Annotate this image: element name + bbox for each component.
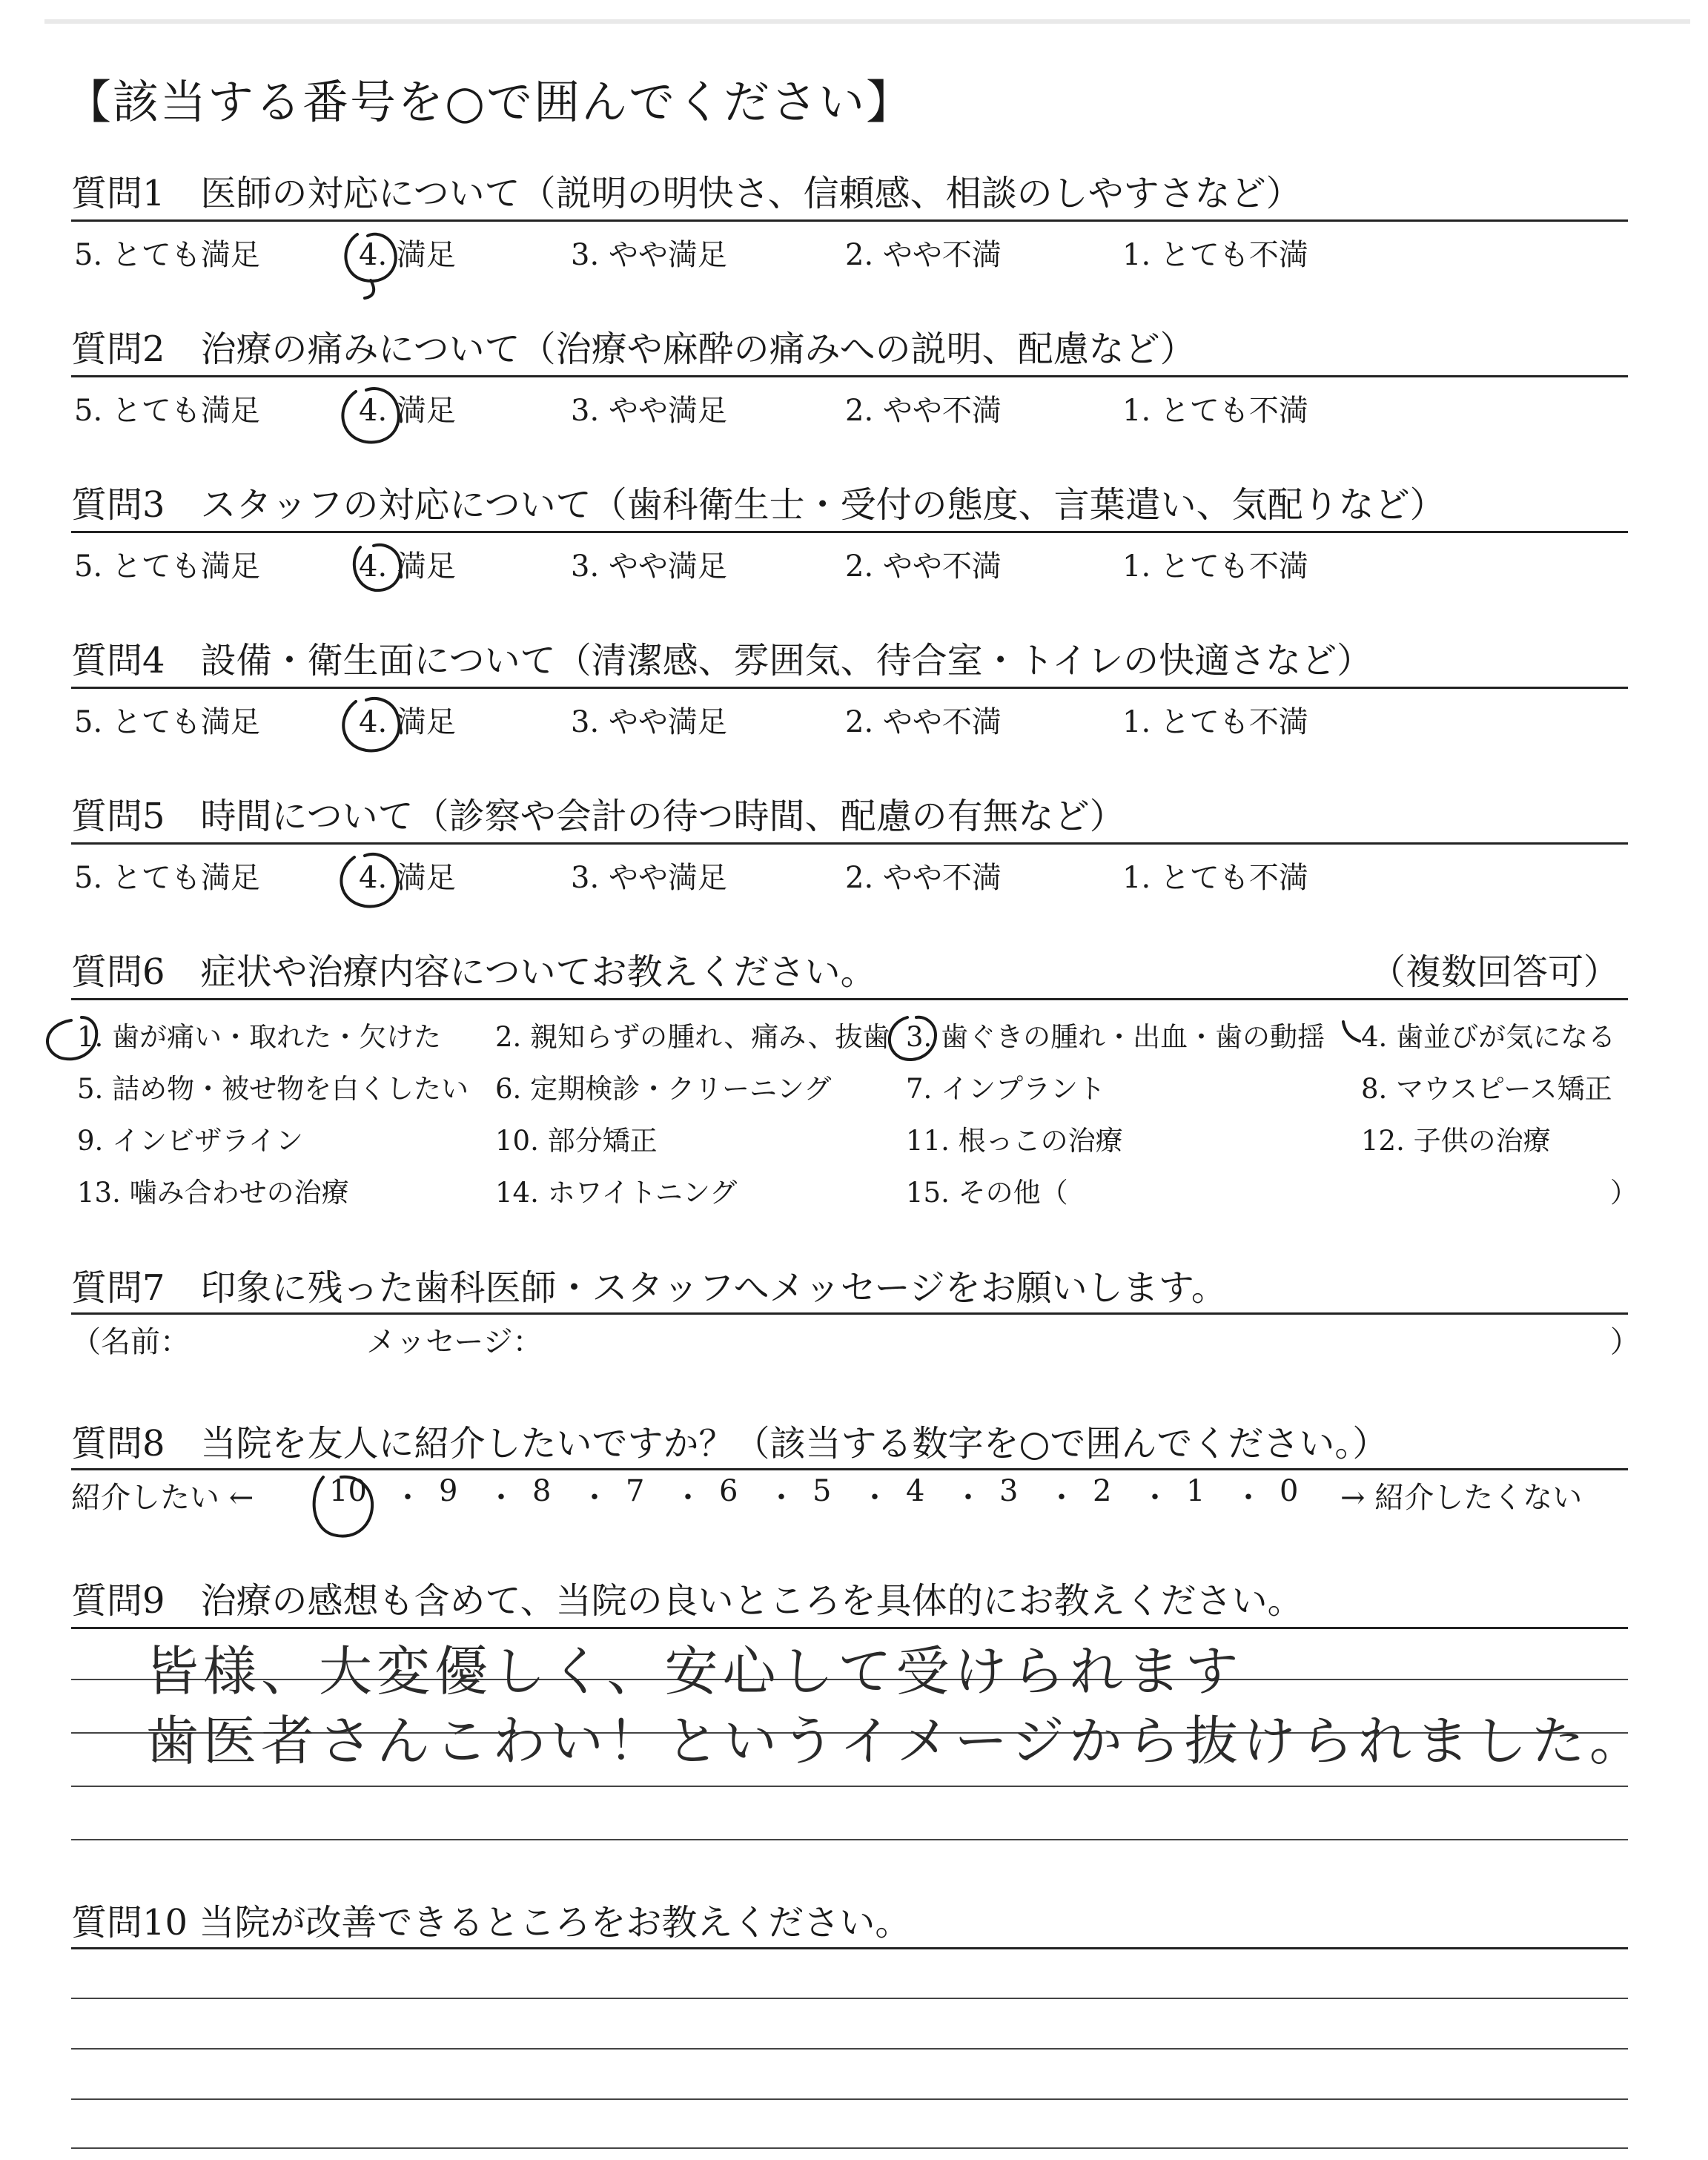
symptom-option-13[interactable]: 13. 噛み合わせの治療 [77,1177,349,1209]
symptom-option-3[interactable]: 3. 歯ぐきの腫れ・出血・歯の動揺 [906,1021,1325,1053]
rating-option-4[interactable]: 4. 満足 [359,861,456,895]
q6-option4-tick [1343,1022,1360,1041]
scale-2[interactable]: 2 [1093,1474,1112,1508]
scale-10[interactable]: 10 [329,1474,367,1508]
rating-option-2[interactable]: 2. やや不満 [845,705,1002,739]
instruction-heading: 【該当する番号を○で囲んでください】 [65,75,914,129]
recommend-label: 紹介したい ← [71,1481,254,1515]
symptom-option-2[interactable]: 2. 親知らずの腫れ、痛み、抜歯 [495,1021,890,1053]
scale-6[interactable]: 6 [719,1474,738,1508]
not-recommend-label: → 紹介したくない [1340,1481,1583,1515]
symptom-option-11[interactable]: 11. 根っこの治療 [906,1125,1123,1157]
rating-option-5[interactable]: 5. とても満足 [74,705,260,739]
q1-answer-circle [345,234,395,298]
question-title: 質問4 設備・衛生面について（清潔感、雰囲気、待合室・トイレの快適さなど） [71,640,1373,681]
symptom-option-8[interactable]: 8. マウスピース矯正 [1361,1073,1612,1105]
rating-option-4[interactable]: 4. 満足 [359,394,456,428]
rating-option-5[interactable]: 5. とても満足 [74,861,260,895]
scale-0[interactable]: 0 [1280,1474,1299,1508]
symptom-option-5[interactable]: 5. 詰め物・被せ物を白くしたい [77,1073,469,1105]
rating-option-1[interactable]: 1. とても不満 [1122,394,1308,428]
message-close-paren: ） [1610,1325,1640,1359]
scale-9[interactable]: 9 [439,1474,458,1508]
symptom-option-10[interactable]: 10. 部分矯正 [495,1125,658,1157]
rating-option-3[interactable]: 3. やや満足 [571,549,727,584]
rating-option-4[interactable]: 4. 満足 [359,549,456,584]
rating-option-5[interactable]: 5. とても満足 [74,238,260,272]
scale-separator: ・ [393,1481,423,1515]
symptom-option-6[interactable]: 6. 定期検診・クリーニング [495,1073,832,1105]
message-field-label: メッセージ： [366,1325,543,1359]
q3-answer-circle [354,545,400,590]
rating-option-1[interactable]: 1. とても不満 [1122,861,1308,895]
rating-option-2[interactable]: 2. やや不満 [845,861,1002,895]
name-field-label: （名前： [71,1325,190,1359]
rating-option-3[interactable]: 3. やや満足 [571,861,727,895]
scale-separator: ・ [673,1481,703,1515]
symptom-option-4[interactable]: 4. 歯並びが気になる [1361,1021,1616,1053]
rating-option-2[interactable]: 2. やや不満 [845,238,1002,272]
question-title: 質問10 当院が改善できるところをお教えください。 [71,1902,911,1943]
q8-answer-circle [314,1477,372,1536]
scale-3[interactable]: 3 [999,1474,1019,1508]
question-title: 質問6 症状や治療内容についてお教えください。 [71,951,876,993]
scale-separator: ・ [860,1481,890,1515]
question-title: 質問5 時間について（診察や会計の待つ時間、配慮の有無など） [71,796,1125,837]
scale-separator: ・ [580,1481,609,1515]
rating-option-3[interactable]: 3. やや満足 [571,394,727,428]
scale-separator: ・ [1234,1481,1263,1515]
rating-option-3[interactable]: 3. やや満足 [571,705,727,739]
symptom-option-12[interactable]: 12. 子供の治療 [1361,1125,1551,1157]
scale-4[interactable]: 4 [906,1474,925,1508]
rating-option-1[interactable]: 1. とても不満 [1122,238,1308,272]
rating-option-2[interactable]: 2. やや不満 [845,549,1002,584]
scale-7[interactable]: 7 [626,1474,645,1508]
question-title: 質問1 医師の対応について（説明の明快さ、信頼感、相談のしやすさなど） [71,173,1302,214]
symptom-option-15[interactable]: 15. その他（ [906,1177,1068,1209]
rating-option-4[interactable]: 4. 満足 [359,238,456,272]
q2-answer-circle [342,389,398,442]
q6-option3-circle [890,1017,936,1060]
question-title: 質問7 印象に残った歯科医師・スタッフへメッセージをお願いします。 [71,1267,1227,1309]
scale-separator: ・ [767,1481,796,1515]
rating-option-5[interactable]: 5. とても満足 [74,394,260,428]
rating-option-1[interactable]: 1. とても不満 [1122,705,1308,739]
multiple-answer-note: （複数回答可） [1370,951,1620,993]
scale-separator: ・ [486,1481,516,1515]
rating-option-5[interactable]: 5. とても満足 [74,549,260,584]
q4-answer-circle [343,698,399,750]
scale-8[interactable]: 8 [532,1474,552,1508]
handwritten-answer-line[interactable]: 歯医者さんこわい！というイメージから抜けられました。 [145,1710,1647,1772]
rating-option-4[interactable]: 4. 満足 [359,705,456,739]
scale-separator: ・ [953,1481,983,1515]
rating-option-3[interactable]: 3. やや満足 [571,238,727,272]
q5-answer-circle [341,854,397,906]
symptom-option-7[interactable]: 7. インプラント [906,1073,1106,1105]
symptom-option-1[interactable]: 1. 歯が痛い・取れた・欠けた [77,1021,442,1053]
scale-5[interactable]: 5 [812,1474,832,1508]
scale-separator: ・ [1140,1481,1170,1515]
q6-option1-circle [47,1017,96,1059]
question-title: 質問3 スタッフの対応について（歯科衛生士・受付の態度、言葉遣い、気配りなど） [71,484,1446,526]
rating-option-2[interactable]: 2. やや不満 [845,394,1002,428]
symptom-option-14[interactable]: 14. ホワイトニング [495,1177,738,1209]
question-title: 質問9 治療の感想も含めて、当院の良いところを具体的にお教えください。 [71,1580,1303,1622]
question-title: 質問2 治療の痛みについて（治療や麻酔の痛みへの説明、配慮など） [71,328,1196,370]
other-close-paren: ） [1610,1177,1638,1209]
handwritten-answer-line[interactable]: 皆様、大変優しく、安心して受けられます [145,1640,1243,1702]
question-title: 質問8 当院を友人に紹介したいですか？（該当する数字を○で囲んでください。） [71,1423,1388,1464]
scale-1[interactable]: 1 [1186,1474,1205,1508]
scale-separator: ・ [1047,1481,1076,1515]
rating-option-1[interactable]: 1. とても不満 [1122,549,1308,584]
symptom-option-9[interactable]: 9. インビザライン [77,1125,303,1157]
